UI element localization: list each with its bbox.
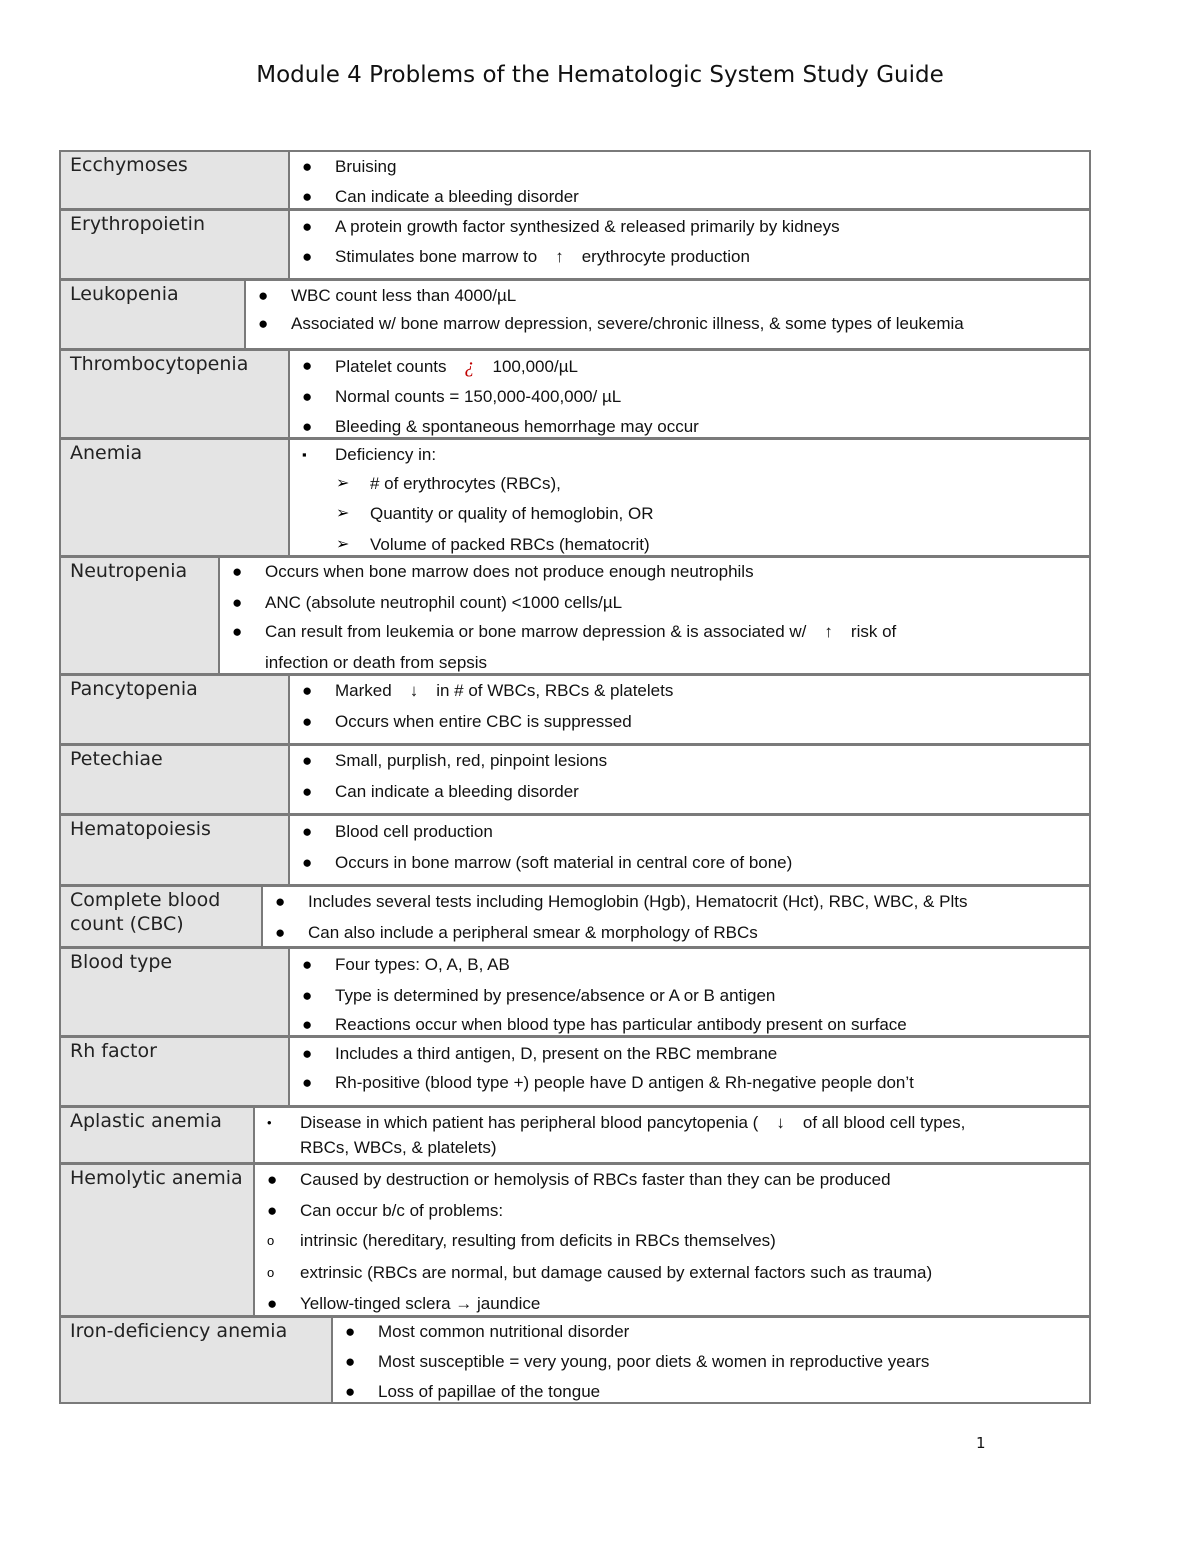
definition-text: Caused by destruction or hemolysis of RBCs faster than they can be produced [300,1170,891,1189]
definition-cell [290,746,1089,813]
term-cell-erythropoietin: Erythropoietin [61,211,290,278]
definition-text: ANC (absolute neutrophil count) <1000 cells/µL [265,593,623,612]
bullet-icon: ● [232,593,243,612]
term-cell-hematopoiesis: Hematopoiesis [61,816,290,884]
bullet-icon: ● [302,681,313,700]
definition-text-before: Can result from leukemia or bone marrow depression & is associated w/ [265,622,807,641]
bullet-icon: ● [302,217,313,236]
definition-cell [290,440,1089,555]
definition-text: Can occur b/c of problems: [300,1201,504,1220]
term-cell-ecchymoses: Ecchymoses [61,152,290,208]
definition-text: Can indicate a bleeding disorder [335,782,579,801]
definition-text-after: risk of [850,622,897,641]
bullet-icon: ● [267,1294,278,1313]
bullet-icon: ● [302,751,313,770]
term-cell-petechiae: Petechiae [61,746,290,813]
definition-text: Type is determined by presence/absence or A or B antigen [335,986,776,1005]
bullet-icon: ● [302,247,313,266]
definition-text: Loss of papillae of the tongue [378,1382,601,1401]
bullet-icon: ● [302,187,313,206]
bullet-icon: ● [302,986,313,1005]
definition-text: Four types: O, A, B, AB [335,955,510,974]
definition-cell [290,1038,1089,1105]
term-cell-iron-deficiency-anemia: Iron-deficiency anemia [61,1318,333,1402]
definition-text: Most common nutritional disorder [378,1322,630,1341]
bullet-icon: ● [302,1073,313,1092]
definition-text: RBCs, WBCs, & platelets) [300,1138,497,1157]
arrow-bullet-icon: ➢ [336,536,350,553]
table-row [59,1036,1091,1107]
term-cell-aplastic-anemia: Aplastic anemia [61,1108,255,1162]
term-cell-blood-type: Blood type [61,949,290,1035]
definition-text [265,621,1085,643]
definition-text-after: of all blood cell types, [802,1113,966,1132]
term-cell-leukopenia: Leukopenia [61,281,246,348]
definition-text-after: erythrocyte production [581,247,750,266]
term-cell-complete-blood-count-cbc: Complete blood count (CBC) [61,887,263,946]
definition-text [300,1112,1085,1134]
definition-cell [263,887,1089,946]
definition-text: Reactions occur when blood type has particular antibody present on surface [335,1015,907,1034]
table-row [59,150,1091,210]
bullet-icon: • [267,1115,272,1130]
term-cell-hemolytic-anemia: Hemolytic anemia [61,1165,255,1315]
table-row [59,209,1091,280]
table-row [59,349,1091,439]
bullet-icon: ● [345,1322,356,1341]
definition-cell [290,949,1089,1035]
table-row [59,438,1091,557]
table-row [59,947,1091,1037]
definition-text: Yellow-tinged sclera → jaundice [300,1294,541,1313]
definition-text: Bruising [335,157,397,176]
definition-text: Normal counts = 150,000-400,000/ µL [335,387,622,406]
definition-text: A protein growth factor synthesized & released primarily by kidneys [335,217,840,236]
definition-text-after: 100,000/µL [492,357,578,376]
arrow-bullet-icon: ➢ [336,475,350,492]
bullet-icon: ● [232,622,243,641]
table-row [59,814,1091,886]
definition-cell [290,211,1089,278]
definition-text: Blood cell production [335,822,493,841]
definition-cell [290,152,1089,208]
bullet-icon: ● [267,1170,278,1189]
definition-cell [290,816,1089,884]
bullet-icon: ● [345,1382,356,1401]
definition-cell [220,558,1089,673]
definition-text-before: Disease in which patient has peripheral blood pancytopenia ( [300,1113,759,1132]
definition-cell [255,1165,1089,1315]
definition-cell [333,1318,1089,1402]
definition-text: Rh-positive (blood type +) people have D antigen & Rh-negative people don’t [335,1073,914,1092]
definition-text: Deficiency in: [335,445,437,464]
bullet-icon: ● [345,1352,356,1371]
bullet-icon: ● [275,892,286,911]
bullet-icon: ● [258,314,269,333]
arrow-bullet-icon: ➢ [336,505,350,522]
term-cell-anemia: Anemia [61,440,290,555]
bullet-icon: ● [275,923,286,942]
definition-text-before: Marked [335,681,392,700]
table-row [59,1316,1091,1404]
table-row [59,674,1091,745]
down-arrow-icon: ↓ [409,681,419,700]
definition-text: Quantity or quality of hemoglobin, OR [370,504,654,523]
bullet-icon: ● [302,955,313,974]
definition-cell [246,281,1089,348]
definition-text: Can also include a peripheral smear & morphology of RBCs [308,923,758,942]
definition-text: Occurs when bone marrow does not produce enough neutrophils [265,562,754,581]
bullet-icon: ● [302,1044,313,1063]
down-arrow-icon: ↓ [776,1113,785,1132]
bullet-icon: ● [302,157,313,176]
term-cell-thrombocytopenia: Thrombocytopenia [61,351,290,437]
definition-text: Small, purplish, red, pinpoint lesions [335,751,608,770]
up-arrow-icon: ↑ [824,622,833,641]
definition-text: Includes a third antigen, D, present on the RBC membrane [335,1044,778,1063]
circle-bullet-icon: o [267,1265,275,1280]
bullet-icon: ● [232,562,243,581]
term-cell-rh-factor: Rh factor [61,1038,290,1105]
definition-text: Occurs when entire CBC is suppressed [335,712,632,731]
definition-text [335,246,1085,268]
square-bullet-icon: ▪ [302,447,307,462]
definition-cell [255,1108,1089,1162]
table-row [59,279,1091,350]
definition-text: Can indicate a bleeding disorder [335,187,579,206]
definition-text: intrinsic (hereditary, resulting from deficits in RBCs themselves) [300,1231,776,1250]
definition-text: Occurs in bone marrow (soft material in central core of bone) [335,853,793,872]
definition-text: # of erythrocytes (RBCs), [370,474,561,493]
table-row [59,1163,1091,1317]
table-row [59,885,1091,948]
less-than-symbol: ¿ [464,355,475,377]
bullet-icon: ● [302,356,313,375]
document-title: Module 4 Problems of the Hematologic System Study Guide [256,62,944,88]
definition-cell [290,351,1089,437]
definition-text-before: Stimulates bone marrow to [335,247,538,266]
bullet-icon: ● [302,387,313,406]
table-row [59,744,1091,815]
table-row [59,556,1091,675]
definition-text: Volume of packed RBCs (hematocrit) [370,535,650,554]
definition-text: Includes several tests including Hemoglobin (Hgb), Hematocrit (Hct), RBC, WBC, & Plts [308,892,968,911]
page-number: 1 [976,1434,986,1452]
bullet-icon: ● [302,853,313,872]
definition-text: Bleeding & spontaneous hemorrhage may occur [335,417,699,436]
table-row [59,1106,1091,1164]
bullet-icon: ● [302,712,313,731]
definition-text: Associated w/ bone marrow depression, severe/chronic illness, & some types of leukemia [291,314,964,333]
definition-text [335,355,1085,378]
circle-bullet-icon: o [267,1233,275,1248]
bullet-icon: ● [302,822,313,841]
bullet-icon: ● [302,782,313,801]
definition-text-after: in # of WBCs, RBCs & platelets [436,681,674,700]
definition-text: Most susceptible = very young, poor diets & women in reproductive years [378,1352,930,1371]
bullet-icon: ● [267,1201,278,1220]
definition-text: WBC count less than 4000/µL [291,286,517,305]
up-arrow-icon: ↑ [555,247,564,266]
bullet-icon: ● [258,286,269,305]
definition-text: extrinsic (RBCs are normal, but damage caused by external factors such as trauma) [300,1263,933,1282]
definition-text-before: Platelet counts [335,357,447,376]
term-cell-pancytopenia: Pancytopenia [61,676,290,743]
bullet-icon: ● [302,1015,313,1034]
definition-text: infection or death from sepsis [265,653,488,672]
bullet-icon: ● [302,417,313,436]
definition-cell [290,676,1089,743]
definition-text [335,680,1085,702]
term-cell-neutropenia: Neutropenia [61,558,220,673]
